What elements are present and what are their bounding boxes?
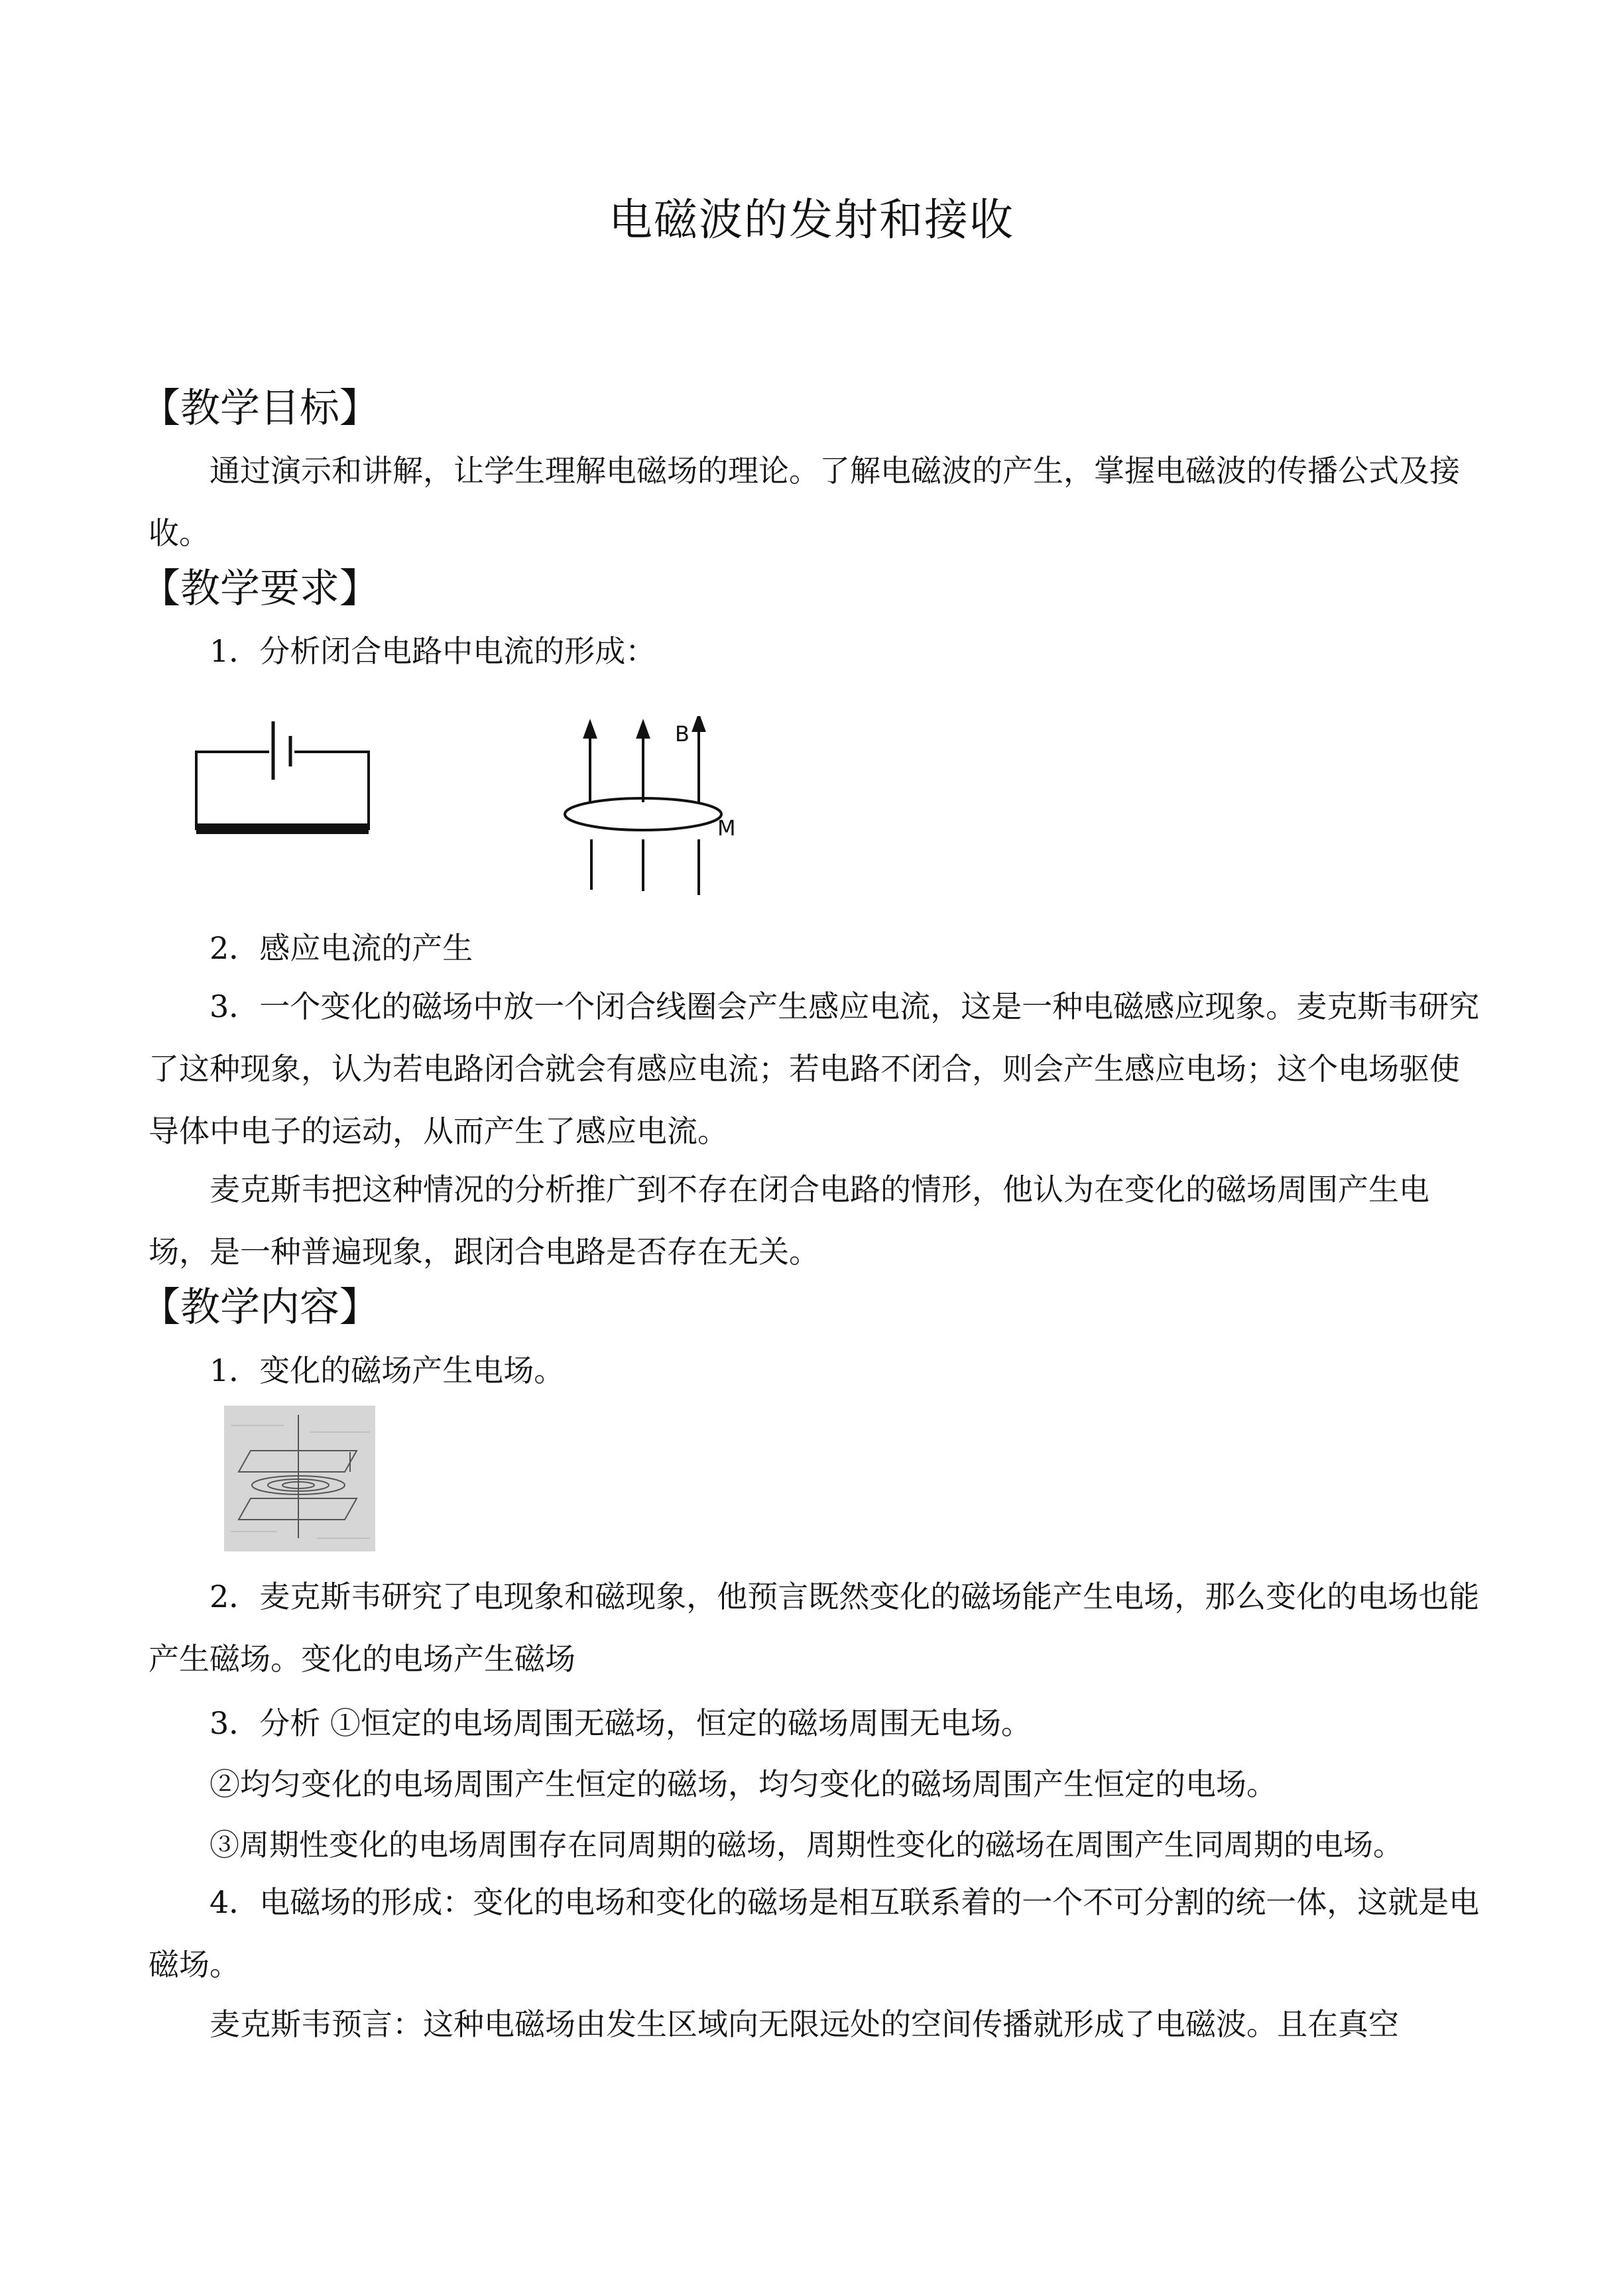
- conductor-loop: [565, 798, 721, 830]
- content-item-4: 4．电磁场的形成：变化的电场和变化的磁场是相互联系着的一个不可分割的统一体，这就是电磁场。: [149, 1884, 1480, 1982]
- requirements-item-1: 1．分析闭合电路中电流的形成：: [210, 633, 656, 669]
- arrow-up-icon: [638, 723, 648, 737]
- photo-background: [224, 1406, 375, 1551]
- requirements-item-3: 3．一个变化的磁场中放一个闭合线圈会产生感应电流，这是一种电磁感应现象。麦克斯韦研究了这种现象，认为若电路闭合就会有感应电流；若电路不闭合，则会产生感应电场；这个电场驱使导体中电子的运动，从而产生了感应电流。: [149, 989, 1480, 1149]
- content-item-3: 3．分析 ①恒定的电场周围无磁场，恒定的磁场周围无电场。: [210, 1705, 1032, 1741]
- content-item-3c: ③周期性变化的电场周围存在同周期的磁场，周期性变化的磁场在周围产生同周期的电场。: [210, 1827, 1404, 1862]
- closed-circuit-diagram: [186, 703, 385, 835]
- requirements-item-2: 2．感应电流的产生: [210, 930, 473, 966]
- circuit-wire: [196, 752, 369, 829]
- changing-magnetic-field-photo: [224, 1406, 375, 1551]
- arrow-up-icon: [693, 716, 704, 731]
- content-paragraph: 麦克斯韦预言：这种电磁场由发生区域向无限远处的空间传播就形成了电磁波。且在真空: [210, 2006, 1399, 2042]
- arrow-up-icon: [585, 723, 595, 737]
- loop-label-m: M: [717, 816, 736, 841]
- magnetic-field-loop-diagram: [550, 716, 776, 902]
- content-item-2: 2．麦克斯韦研究了电现象和磁现象，他预言既然变化的磁场能产生电场，那么变化的电场也能产生磁场。变化的电场产生磁场: [149, 1579, 1480, 1677]
- requirements-paragraph: 麦克斯韦把这种情况的分析推广到不存在闭合电路的情形，他认为在变化的磁场周围产生电场，是一种普遍现象，跟闭合电路是否存在无关。: [149, 1172, 1429, 1270]
- heading-objectives: 【教学目标】: [141, 385, 379, 432]
- heading-content: 【教学内容】: [141, 1284, 379, 1331]
- content-item-1: 1．变化的磁场产生电场。: [210, 1353, 565, 1388]
- field-label-b: B: [675, 721, 690, 747]
- heading-requirements: 【教学要求】: [141, 566, 379, 612]
- page-title: 电磁波的发射和接收: [609, 194, 1014, 245]
- objectives-text: 通过演示和讲解，让学生理解电磁场的理论。了解电磁波的产生，掌握电磁波的传播公式及接收。: [149, 453, 1460, 551]
- content-item-3b: ②均匀变化的电场周围产生恒定的磁场，均匀变化的磁场周围产生恒定的电场。: [210, 1766, 1277, 1802]
